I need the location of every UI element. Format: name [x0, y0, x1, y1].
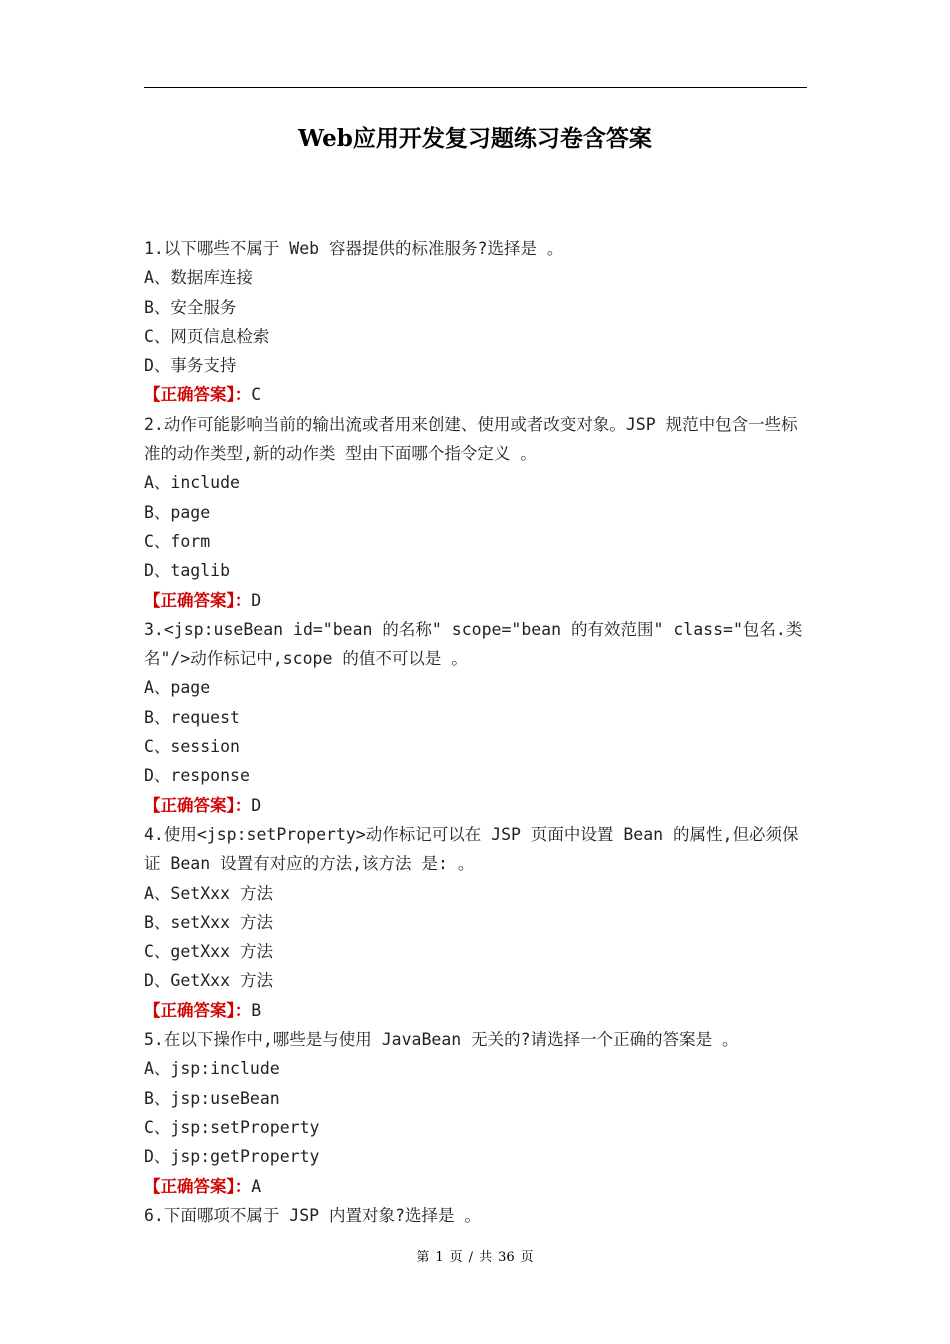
footer-total-pages: 36 [498, 1250, 515, 1265]
answer-value: D [251, 795, 262, 815]
question-text: 5.在以下操作中,哪些是与使用 JavaBean 无关的?请选择一个正确的答案是 。 [144, 1030, 739, 1050]
answer-label: 【正确答案】： [144, 590, 252, 610]
question-block [144, 234, 810, 410]
option: A、include [144, 473, 240, 493]
option: C、jsp:setProperty [144, 1117, 320, 1137]
footer-prefix: 第 [416, 1250, 430, 1265]
option: C、form [144, 531, 211, 551]
document-title: Web应用开发复习题练习卷含答案 [298, 125, 652, 152]
option: B、jsp:useBean [144, 1088, 280, 1108]
footer-total-unit: 页 [520, 1250, 534, 1265]
question-text: 1.以下哪些不属于 Web 容器提供的标准服务?选择是 。 [144, 239, 564, 258]
page-footer [0, 1246, 950, 1265]
question-block [144, 1025, 810, 1201]
answer-value: C [251, 385, 262, 405]
header-rule [144, 87, 807, 88]
footer-total-prefix: 共 [479, 1250, 493, 1265]
question-block [144, 615, 810, 820]
answer-label: 【正确答案】： [144, 1176, 252, 1196]
option: D、taglib [144, 561, 231, 581]
option: A、数据库连接 [144, 268, 253, 288]
question-block [144, 820, 810, 1025]
option: A、SetXxx 方法 [144, 883, 273, 903]
option: D、GetXxx 方法 [144, 971, 273, 991]
answer-value: A [251, 1176, 262, 1196]
option: B、page [144, 502, 211, 522]
answer-label: 【正确答案】： [144, 385, 252, 405]
option: C、网页信息检索 [144, 326, 270, 346]
option: B、request [144, 707, 240, 727]
question-text: 4.使用<jsp:setProperty>动作标记可以在 JSP 页面中设置 Bean 的属性,但必须保证 Bean 设置有对应的方法,该方法 是: 。 [144, 824, 799, 874]
question-text: 6.下面哪项不属于 JSP 内置对象?选择是 。 [144, 1205, 481, 1225]
question-block [144, 410, 810, 615]
answer-label: 【正确答案】： [144, 795, 252, 815]
answer-line [144, 586, 810, 615]
answer-line [144, 380, 810, 409]
option: A、jsp:include [144, 1059, 280, 1079]
answer-label: 【正确答案】： [144, 1000, 252, 1020]
footer-page-unit: 页 [449, 1250, 463, 1265]
answer-line [144, 791, 810, 820]
question-list [144, 234, 810, 1230]
option: D、jsp:getProperty [144, 1147, 320, 1167]
option: B、安全服务 [144, 297, 237, 317]
answer-line [144, 1172, 810, 1201]
footer-page-number: 1 [435, 1250, 444, 1265]
option: C、session [144, 737, 240, 757]
answer-value: D [251, 590, 262, 610]
option: C、getXxx 方法 [144, 942, 273, 962]
footer-separator: / [468, 1250, 474, 1265]
answer-line [144, 996, 810, 1025]
question-text: 2.动作可能影响当前的输出流或者用来创建、使用或者改变对象。JSP 规范中包含一些标准的动作类型,新的动作类 型由下面哪个指令定义 。 [144, 414, 798, 464]
answer-value: B [251, 1000, 262, 1020]
option: A、page [144, 678, 211, 698]
option: D、事务支持 [144, 356, 237, 376]
question-text: 3.<jsp:useBean id="bean 的名称" scope="bean 的有效范围" class="包名.类名"/>动作标记中,scope 的值不可以是 。 [144, 619, 803, 669]
option: D、response [144, 766, 250, 786]
option: B、setXxx 方法 [144, 912, 273, 932]
